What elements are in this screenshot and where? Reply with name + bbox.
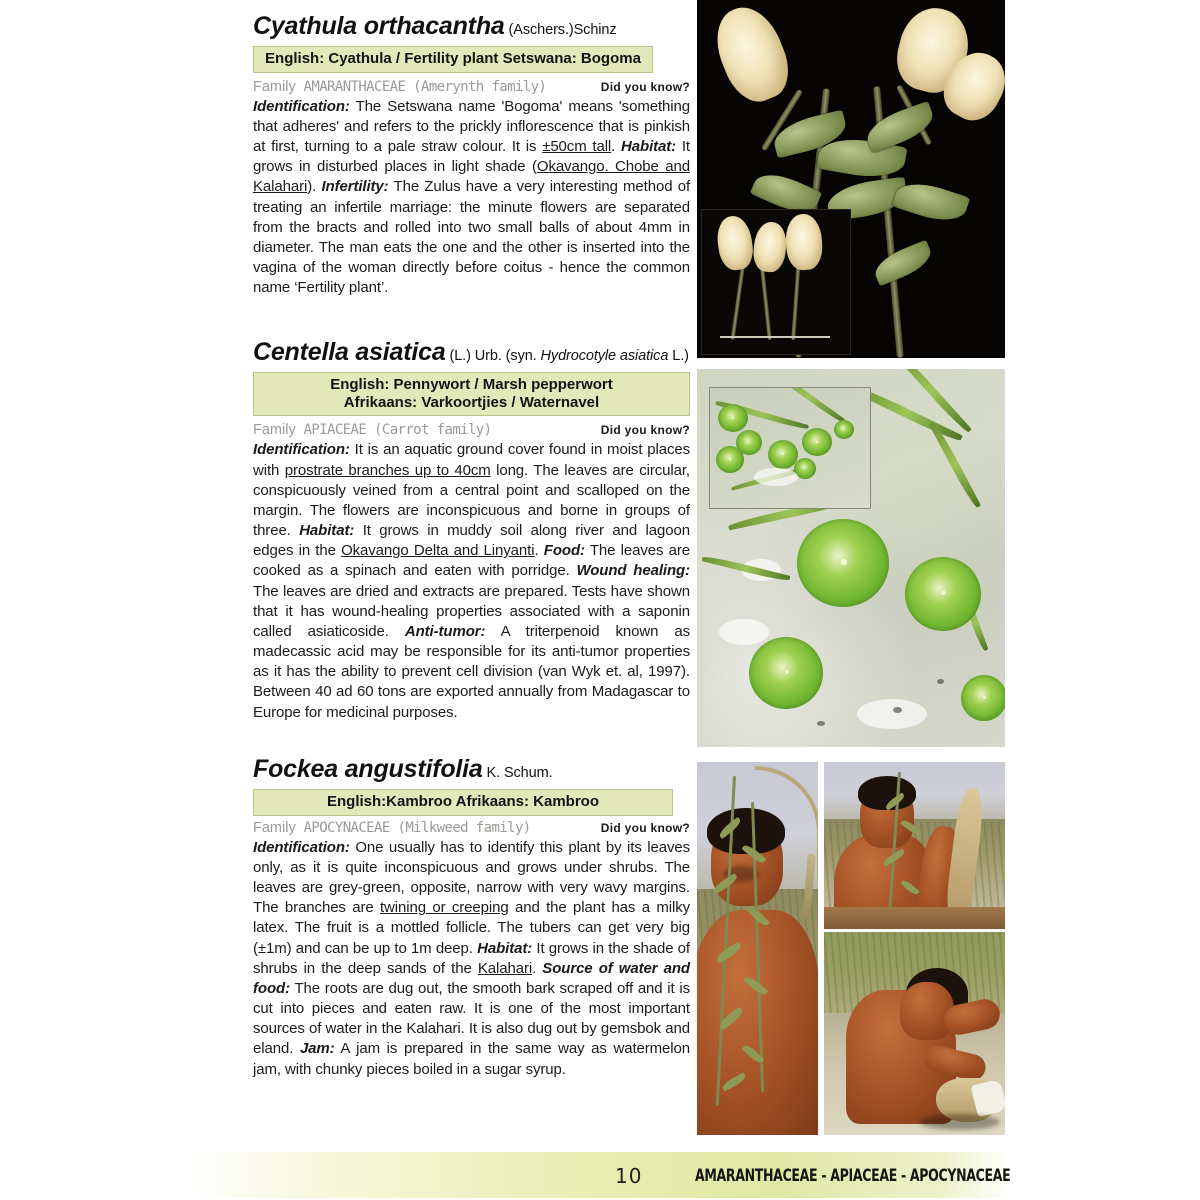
species-heading — [253, 14, 690, 39]
common-name-line: English: Cyathula / Fertility plant Setswana: Bogoma — [265, 50, 641, 67]
species-heading — [253, 757, 690, 782]
scientific-name: Fockea angustifolia — [253, 755, 483, 783]
body-run: It is an aquatic ground cover found in moist places with — [253, 441, 690, 479]
section-label: Wound healing: — [576, 562, 690, 580]
highlighted-phrase: prostrate branches up to 40cm — [284, 461, 491, 479]
section-label: Identification: — [253, 441, 350, 459]
common-name-line-english: English: Pennywort / Marsh pepperwort — [330, 376, 613, 393]
family-line: Family APOCYNACEAE (Milkweed family) — [253, 819, 531, 836]
highlighted-phrase: Okavango Delta and Linyanti — [341, 542, 535, 560]
common-name-line: English:Kambroo Afrikaans: Kambroo — [327, 793, 599, 810]
common-name-line-afrikaans: Afrikaans: Varkoortjies / Waternavel — [343, 393, 600, 411]
species-entry-fockea — [253, 757, 690, 1095]
section-label: Infertility: — [321, 178, 389, 196]
did-you-know-label: Did you know? — [600, 423, 690, 438]
highlighted-phrase: Okavango. Chobe and Kalahari — [253, 158, 690, 196]
body-run: The leaves are cooked as a spinach and eaten with porridge. — [253, 542, 690, 580]
section-label: Anti-tumor: — [404, 622, 486, 640]
species-heading — [253, 340, 690, 365]
family-line: Family AMARANTHACEAE (Amerynth family) — [253, 78, 547, 95]
scientific-name: Centella asiatica — [253, 338, 446, 366]
cyathula-inset-photo — [701, 209, 851, 355]
footer-family-list: AMARANTHACEAE - APIACEAE - APOCYNACEAE — [695, 1166, 1011, 1186]
section-label: Habitat: — [299, 522, 355, 540]
body-run: . — [534, 542, 544, 560]
section-label: Source of water and food: — [253, 959, 690, 997]
page-number: 10 — [615, 1164, 643, 1188]
common-name-band — [253, 789, 673, 816]
body-run: . — [611, 138, 622, 156]
body-run: It grows in the shade of shrubs in the deep sands of the — [253, 939, 690, 977]
family-row — [253, 820, 690, 836]
page-footer — [190, 1152, 1010, 1198]
description-text — [253, 440, 690, 722]
section-label: Jam: — [299, 1040, 335, 1058]
species-entry-cyathula — [253, 14, 690, 313]
body-run: and the plant has a milky latex. The fruit is a mottled follicle. The tubers can get very big (±1m) and can be up to 1m deep. — [253, 899, 690, 957]
fockea-photo-man-holding-root — [824, 762, 1005, 929]
body-run: . — [532, 959, 543, 977]
description-text — [253, 838, 690, 1080]
authority: (L.) Urb. (syn. Hydrocotyle asiatica L.) — [449, 348, 689, 364]
common-name-band — [253, 46, 653, 73]
section-label: Identification: — [253, 838, 350, 856]
fockea-photo-man-cutting-tuber — [824, 932, 1005, 1135]
body-run: The leaves are dried and extracts are prepared. Tests have shown that it has wound-healing properties associated with a saponin called asiaticoside. — [253, 582, 690, 640]
highlighted-phrase: Kalahari — [477, 959, 533, 977]
authority: (Aschers.)Schinz — [508, 22, 617, 38]
common-name-band — [253, 372, 690, 416]
section-label: Habitat: — [477, 939, 533, 957]
section-label: Food: — [543, 542, 585, 560]
body-run: A triterpenoid known as madecassic acid may be responsible for its anti-tumor properties as it has the ability to prevent cell division (van Wyk et. al, 1997). Between 40 ad 60 tons are exported annually from Madagascar to Europe for medicinal purposes. — [253, 622, 690, 721]
highlighted-phrase: twining or creeping — [379, 899, 509, 917]
body-run: ). — [307, 178, 322, 196]
body-run: The Setswana name 'Bogoma' means 'something that adheres' and refers to the prickly inflorescence that is pinkish at first, turning to a pale straw colour. It is — [253, 97, 690, 156]
did-you-know-label: Did you know? — [600, 79, 690, 94]
cyathula-plant-photo — [697, 0, 1005, 358]
scientific-name: Cyathula orthacantha — [253, 12, 505, 40]
did-you-know-label: Did you know? — [600, 820, 690, 835]
body-run: The roots are dug out, the smooth bark scraped off and it is cut into pieces and eaten raw. It is one of the most important sources of water in the Kalahari. It is also dug out by gemsbok and eland. — [253, 979, 690, 1058]
body-run: One usually has to identify this plant by its leaves only, as it is quite inconspicuous and grows under shrubs. The leaves are grey-green, opposite, narrow with very wavy margins. The branches are — [253, 838, 690, 917]
section-label: Identification: — [253, 97, 350, 115]
highlighted-phrase: ±50cm tall — [542, 138, 612, 156]
section-label: Habitat: — [621, 138, 677, 156]
body-run: It grows in disturbed places in light shade ( — [253, 138, 690, 176]
family-row — [253, 422, 690, 438]
body-run: It grows in muddy soil along river and lagoon edges in the — [253, 522, 690, 560]
description-text — [253, 97, 690, 299]
body-run: The Zulus have a very interesting method of treating an infertile marriage: the minute flowers are separated from the bracts and rolled into two small balls of about 4mm in diameter. The man eats the one and the other is inserted into the vagina of the woman directly before coitus - hence the common name ‘Fertility plant’. — [253, 178, 691, 297]
fockea-photo-man-with-vine — [697, 762, 818, 1135]
species-entry-centella — [253, 340, 690, 738]
body-run: long. The leaves are circular, conspicuously veined from a central point and scalloped on the margin. The flowers are inconspicuous and borne in groups of three. — [253, 461, 691, 540]
family-row — [253, 79, 690, 95]
centella-inset-photo — [709, 387, 871, 509]
body-run: A jam is prepared in the same way as watermelon jam, with chunky pieces boiled in a sugar syrup. — [253, 1040, 691, 1078]
family-line: Family APIACEAE (Carrot family) — [253, 422, 492, 439]
centella-pennywort-photo — [697, 369, 1005, 747]
authority: K. Schum. — [486, 765, 553, 781]
